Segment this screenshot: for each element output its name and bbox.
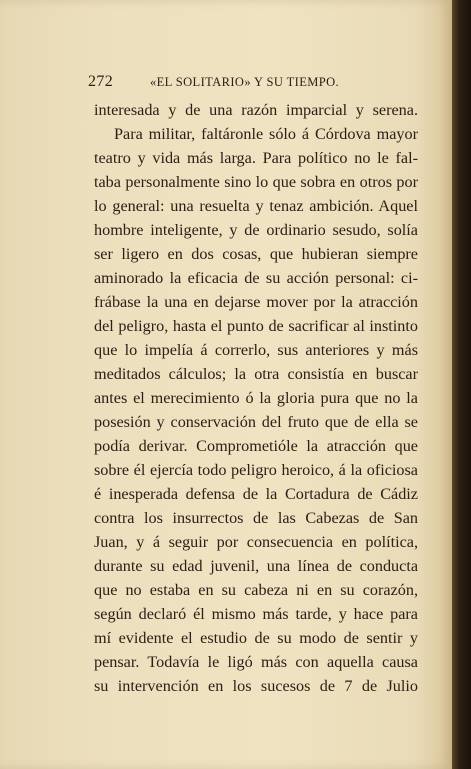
text-line: taba personalmente sino lo que sobra en otros por [94, 173, 418, 191]
text-line: Para militar, faltáronle sólo á Córdova mayor [114, 125, 418, 143]
text-line: aminorado la eficacia de su acción personal: ci- [94, 269, 418, 287]
text-line: hombre inteligente, y de ordinario sesudo, solía [94, 221, 418, 239]
text-line: sobre él ejercía todo peligro heroico, á la oficiosa [94, 461, 418, 479]
text-line: posesión y conservación del fruto que de ella se [94, 413, 418, 431]
text-line: interesada y de una razón imparcial y serena. [94, 101, 418, 119]
page-number: 272 [88, 73, 114, 90]
text-line: teatro y vida más larga. Para político no le fal- [94, 149, 418, 167]
text-line: pensar. Todavía le ligó más con aquella causa [94, 653, 418, 671]
text-line: ser ligero en dos cosas, que hubieran siempre [94, 245, 418, 263]
text-line: del peligro, hasta el punto de sacrificar al instinto [94, 317, 418, 335]
text-line: frábase la una en dejarse mover por la atracción [94, 293, 418, 311]
text-line: que no estaba en su cabeza ni en su corazón, [94, 581, 418, 599]
text-line: mí evidente el estudio de su modo de sentir y [94, 629, 418, 647]
text-line: podía derivar. Comprometióle la atracción que [94, 437, 418, 455]
text-line: meditados cálculos; la otra consistía en buscar [94, 365, 418, 383]
text-line: según declaró él mismo más tarde, y hace para [94, 605, 418, 623]
text-line: Juan, y á seguir por consecuencia en política, [94, 533, 418, 551]
page-header [88, 73, 420, 93]
running-head: «EL SOLITARIO» Y SU TIEMPO. [150, 75, 340, 89]
text-line: antes el merecimiento ó la gloria pura que no la [94, 389, 418, 407]
text-line: durante su edad juvenil, una línea de conducta [94, 557, 418, 575]
text-line: su intervención en los sucesos de 7 de Julio [94, 677, 418, 695]
text-line: contra los insurrectos de las Cabezas de San [94, 509, 418, 527]
text-line: que lo impelía á correrlo, sus anteriores y más [94, 341, 418, 359]
text-line: é inesperada defensa de la Cortadura de Cádiz [94, 485, 418, 503]
text-line: lo general: una resuelta y tenaz ambición. Aquel [94, 197, 418, 215]
book-spine [452, 0, 471, 769]
